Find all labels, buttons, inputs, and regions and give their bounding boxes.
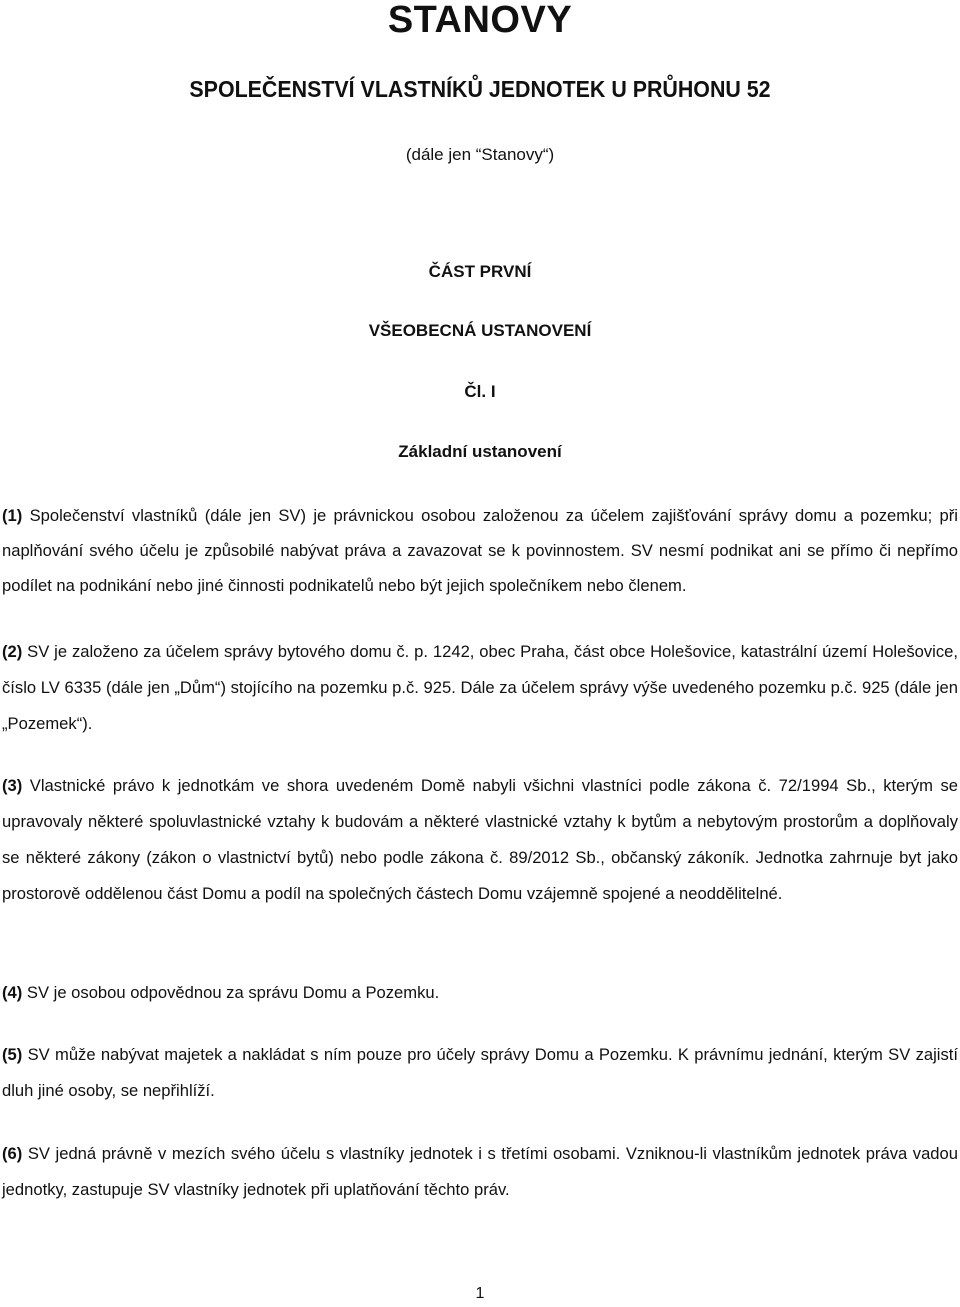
paragraph-number: (3) bbox=[2, 776, 23, 795]
paragraph-text: SV jedná právně v mezích svého účelu s vlastníky jednotek i s třetími osobami. Vzniknou-li vlastníkům jednotek práva vadou jednotky, zastupuje SV vlastníky jednotek při uplatňování těchto práv. bbox=[2, 1144, 958, 1199]
paragraph-number: (6) bbox=[2, 1144, 23, 1163]
paragraph-text: Společenství vlastníků (dále jen SV) je právnickou osobou založenou za účelem zajišťování správy domu a pozemku; při naplňování svého účelu je způsobilé nabývat práva a zavazovat se k povinnostem. SV nesmí podnikat ani se přímo či nepřímo podílet na podnikání nebo jiné činnosti podnikatelů nebo být jejich společníkem nebo členem. bbox=[2, 506, 958, 595]
paragraph-3 bbox=[2, 768, 958, 912]
paragraph-number: (1) bbox=[2, 506, 23, 525]
paragraph-text: SV může nabývat majetek a nakládat s ním pouze pro účely správy Domu a Pozemku. K právnímu jednání, kterým SV zajistí dluh jiné osoby, se nepřihlíží. bbox=[2, 1045, 958, 1100]
paragraph-2 bbox=[2, 634, 958, 742]
paragraph-5 bbox=[2, 1037, 958, 1109]
paragraph-text: SV je osobou odpovědnou za správu Domu a Pozemku. bbox=[22, 983, 440, 1002]
page-number: 1 bbox=[475, 1285, 485, 1302]
paragraph-6 bbox=[2, 1136, 958, 1208]
part-label: ČÁST PRVNÍ bbox=[428, 262, 532, 281]
part-title: VŠEOBECNÁ USTANOVENÍ bbox=[368, 321, 592, 340]
paragraph-number: (4) bbox=[2, 983, 23, 1002]
paragraph-1 bbox=[2, 498, 958, 603]
paragraph-4 bbox=[2, 975, 958, 1011]
document-title: STANOVY bbox=[387, 0, 573, 41]
article-number: Čl. I bbox=[464, 382, 496, 401]
paragraph-text: SV je založeno za účelem správy bytového domu č. p. 1242, obec Praha, část obce Holešovice, katastrální území Holešovice, číslo LV 6335 (dále jen „Dům“) stojícího na pozemku p.č. 925. Dále za účelem správy výše uvedeného pozemku p.č. 925 (dále jen „Pozemek“). bbox=[2, 642, 958, 733]
article-title: Základní ustanovení bbox=[398, 442, 562, 461]
paragraph-number: (2) bbox=[2, 642, 23, 661]
paragraph-text: Vlastnické právo k jednotkám ve shora uvedeném Domě nabyli všichni vlastníci podle zákona č. 72/1994 Sb., kterým se upravovaly některé spoluvlastnické vztahy k budovám a některé vlastnické vztahy k bytům a nebytovým prostorům a doplňovaly se některé zákony (zákon o vlastnictví bytů) nebo podle zákona č. 89/2012 Sb., občanský zákoník. Jednotka zahrnuje byt jako prostorově oddělenou část Domu a podíl na společných částech Domu vzájemně spojené a neoddělitelné. bbox=[2, 776, 958, 903]
document-subtitle: SPOLEČENSTVÍ VLASTNÍKŮ JEDNOTEK U PRŮHONU 52 bbox=[189, 76, 771, 102]
document-note: (dále jen “Stanovy“) bbox=[405, 145, 555, 164]
paragraph-number: (5) bbox=[2, 1045, 23, 1064]
